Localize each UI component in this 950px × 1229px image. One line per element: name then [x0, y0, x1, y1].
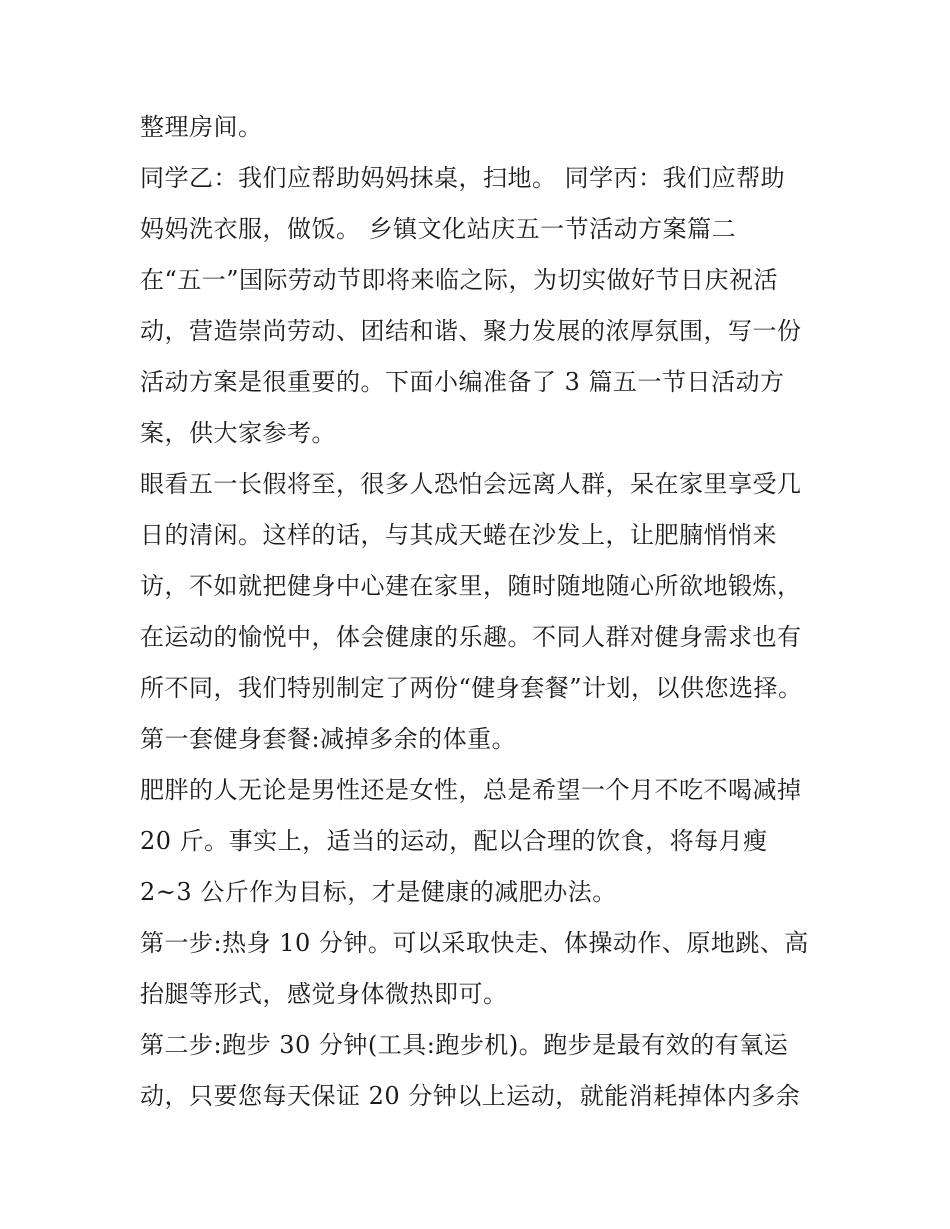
text-line: 在“五一”国际劳动节即将来临之际，为切实做好节日庆祝活 [140, 266, 779, 294]
document-body [140, 102, 830, 1122]
text-line: 动，只要您每天保证 20 分钟以上运动，就能消耗掉体内多余 [140, 1082, 801, 1110]
text-line: 动，营造崇尚劳动、团结和谐、聚力发展的浓厚氛围，写一份 [140, 317, 802, 345]
text-line: 活动方案是很重要的。下面小编准备了 3 篇五一节日活动方 [140, 368, 785, 396]
text-line: 所不同，我们特别制定了两份“健身套餐”计划，以供您选择。 [140, 674, 803, 702]
text-line: 眼看五一长假将至，很多人恐怕会远离人群，呆在家里享受几 [140, 470, 802, 498]
text-line: 妈妈洗衣服，做饭。 乡镇文化站庆五一节活动方案篇二 [140, 215, 737, 243]
text-line: 2~3 公斤作为目标，才是健康的减肥办法。 [140, 878, 617, 906]
text-line: 同学乙：我们应帮助妈妈抹桌，扫地。 同学丙：我们应帮助 [140, 164, 786, 192]
text-line: 访，不如就把健身中心建在家里，随时随地随心所欲地锻炼， [140, 572, 802, 600]
text-line: 日的清闲。这样的话，与其成天蜷在沙发上，让肥腩悄悄来 [140, 521, 777, 549]
text-line: 20 斤。事实上，适当的运动，配以合理的饮食，将每月瘦 [140, 827, 768, 855]
text-line: 肥胖的人无论是男性还是女性，总是希望一个月不吃不喝减掉 [140, 776, 802, 804]
text-line: 在运动的愉悦中，体会健康的乐趣。不同人群对健身需求也有 [140, 623, 802, 651]
text-line: 第一步:热身 10 分钟。可以采取快走、体操动作、原地跳、高 [140, 929, 809, 957]
text-line: 第二步:跑步 30 分钟(工具:跑步机)。跑步是最有效的有氧运 [140, 1031, 789, 1059]
text-line: 抬腿等形式，感觉身体微热即可。 [140, 980, 508, 1008]
text-line: 第一套健身套餐:减掉多余的体重。 [140, 725, 517, 753]
text-line: 整理房间。 [140, 113, 263, 141]
text-line: 案，供大家参考。 [140, 419, 336, 447]
